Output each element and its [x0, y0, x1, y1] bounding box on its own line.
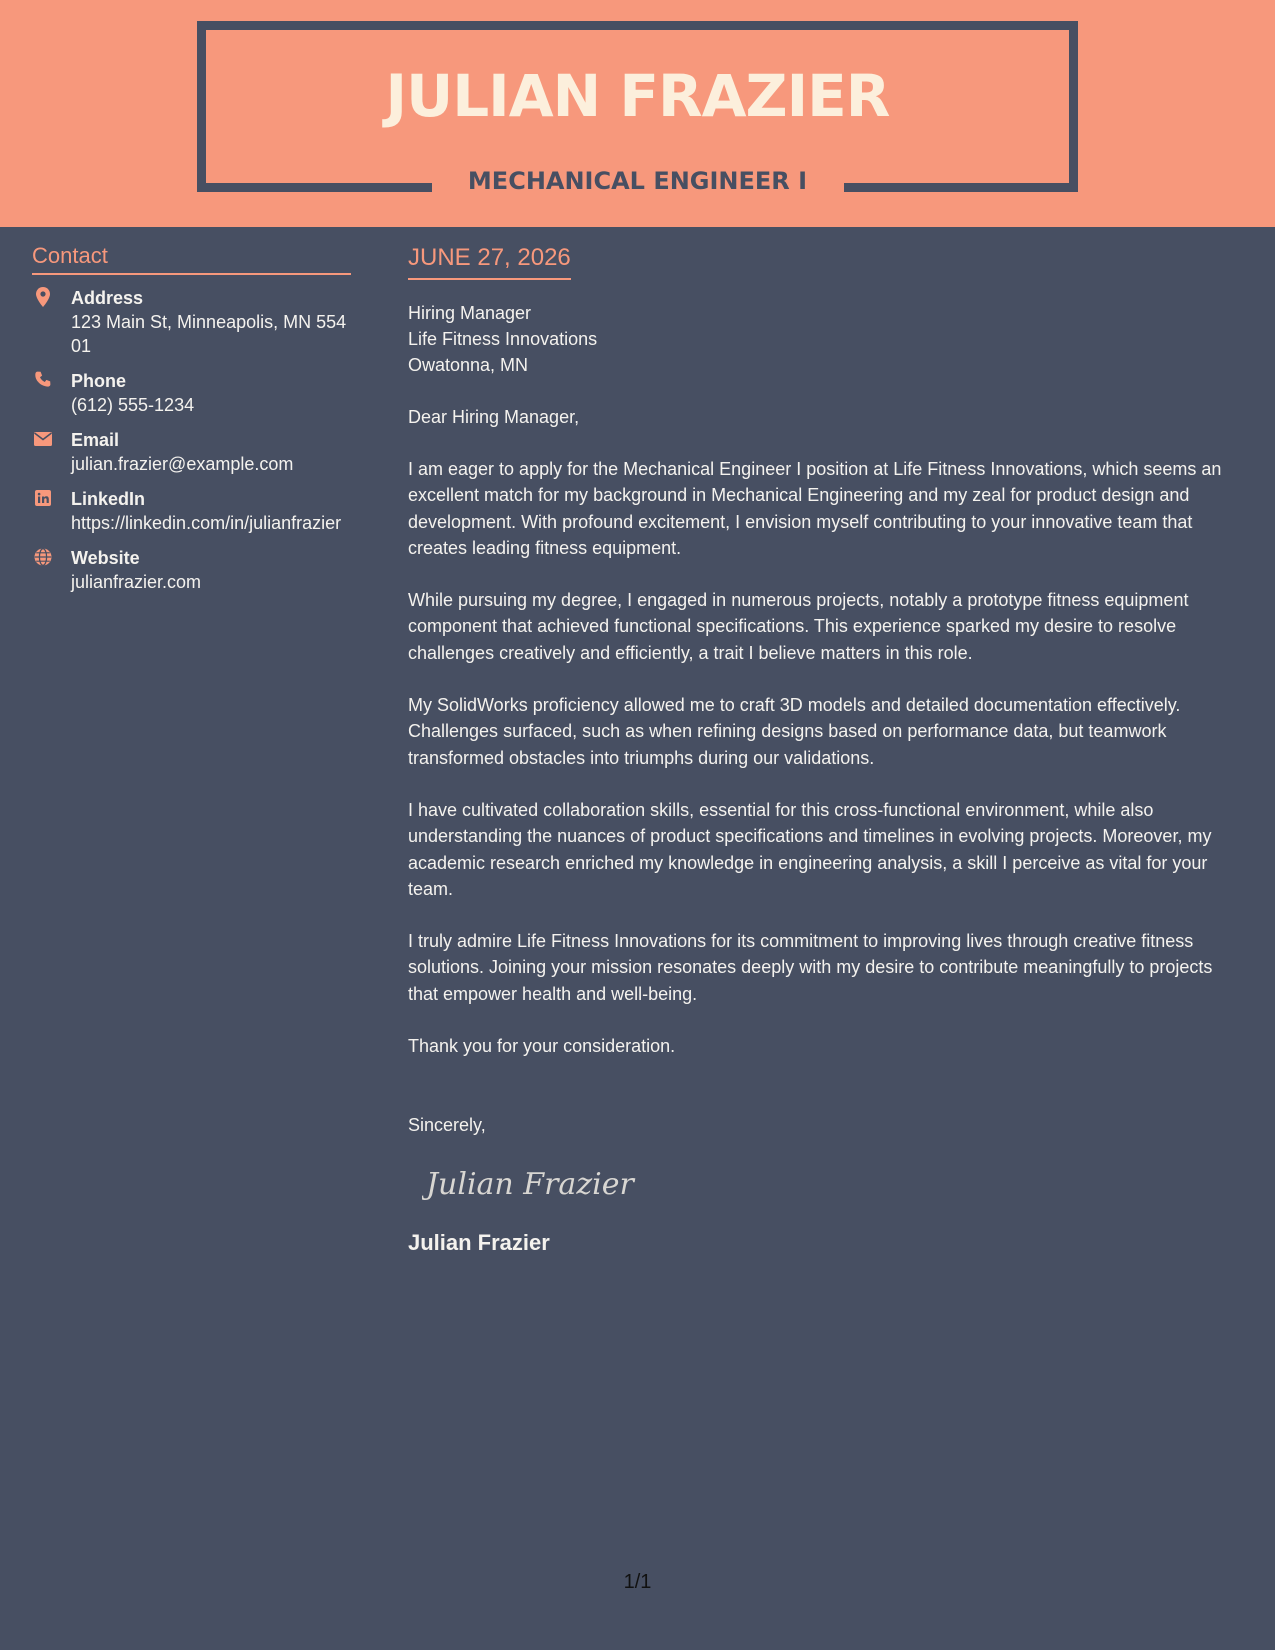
- contact-linkedin: [32, 487, 351, 535]
- linkedin-icon: [34, 488, 52, 508]
- body-paragraph: Thank you for your consideration.: [408, 1036, 676, 1057]
- contact-label: Email: [71, 430, 120, 450]
- body-paragraph: I truly admire Life Fitness Innovations for its commitment to improving lives through creative fitness solutions. Joining your mission resonates deeply with my desire to contribute meaningfully to projects that empower health and well-being.: [408, 931, 1213, 1004]
- contact-sidebar: [32, 243, 351, 594]
- body-paragraph: While pursuing my degree, I engaged in numerous projects, notably a prototype fitness equipment component that achieved functional specifications. This experience sparked my desire to resolve challenges creatively and efficiently, a trait I believe matters in this role.: [408, 590, 1189, 663]
- recipient-line: Hiring Manager: [408, 303, 532, 323]
- location-pin-icon: [34, 287, 52, 307]
- recipient-line: Owatonna, MN: [408, 355, 529, 375]
- handwritten-signature: [422, 1156, 662, 1206]
- contact-label: Phone: [71, 371, 127, 391]
- contact-value: https://linkedin.com/in/julianfrazier: [71, 513, 342, 533]
- body-paragraph: I have cultivated collaboration skills, essential for this cross-functional environment, while also understanding the nuances of product specifications and timelines in evolving projects. Moreover, my academic research enriched my knowledge in engineering analysis, a skill I perceive as vital for your team.: [408, 799, 1212, 899]
- contact-label: Address: [71, 288, 144, 308]
- globe-icon: [34, 547, 52, 567]
- contact-value: (612) 555-1234: [71, 395, 195, 415]
- body-paragraph: My SolidWorks proficiency allowed me to craft 3D models and detailed documentation effectively. Challenges surfaced, such as when refining designs based on performance data, but teamwork transformed obstacles into triumphs during our validations.: [408, 695, 1181, 768]
- signature-text: Julian Frazier: [426, 1167, 634, 1203]
- job-title: MECHANICAL ENGINEER I: [467, 167, 808, 195]
- contact-heading: Contact: [32, 243, 351, 275]
- contact-label: Website: [71, 548, 140, 568]
- contact-label: LinkedIn: [71, 489, 146, 509]
- signer-name: Julian Frazier: [408, 1230, 550, 1256]
- contact-value: julian.frazier@example.com: [71, 454, 294, 474]
- salutation: Dear Hiring Manager,: [408, 407, 580, 427]
- header-banner: [0, 0, 1275, 227]
- letter-date: JUNE 27, 2026: [408, 244, 571, 280]
- closing: Sincerely,: [408, 1115, 486, 1136]
- page-number: 1/1: [623, 1571, 652, 1593]
- contact-value: julianfrazier.com: [71, 572, 202, 592]
- contact-email: [32, 428, 351, 476]
- body-paragraph: I am eager to apply for the Mechanical Engineer I position at Life Fitness Innovations, which seems an excellent match for my background in Mechanical Engineering and my zeal for product design and development. With profound excitement, I envision myself contributing to your innovative team that creates leading fitness equipment.: [408, 459, 1222, 558]
- contact-value: 123 Main St, Minneapolis, MN 55401: [71, 312, 347, 356]
- phone-icon: [34, 370, 52, 390]
- recipient-block: [408, 300, 1243, 378]
- recipient-line: Life Fitness Innovations: [408, 329, 598, 349]
- contact-website: [32, 546, 351, 594]
- letter-body: [408, 244, 1243, 1256]
- contact-address: [32, 286, 351, 358]
- contact-phone: [32, 369, 351, 417]
- envelope-icon: [34, 429, 52, 449]
- applicant-name: JULIAN FRAZIER: [385, 62, 890, 130]
